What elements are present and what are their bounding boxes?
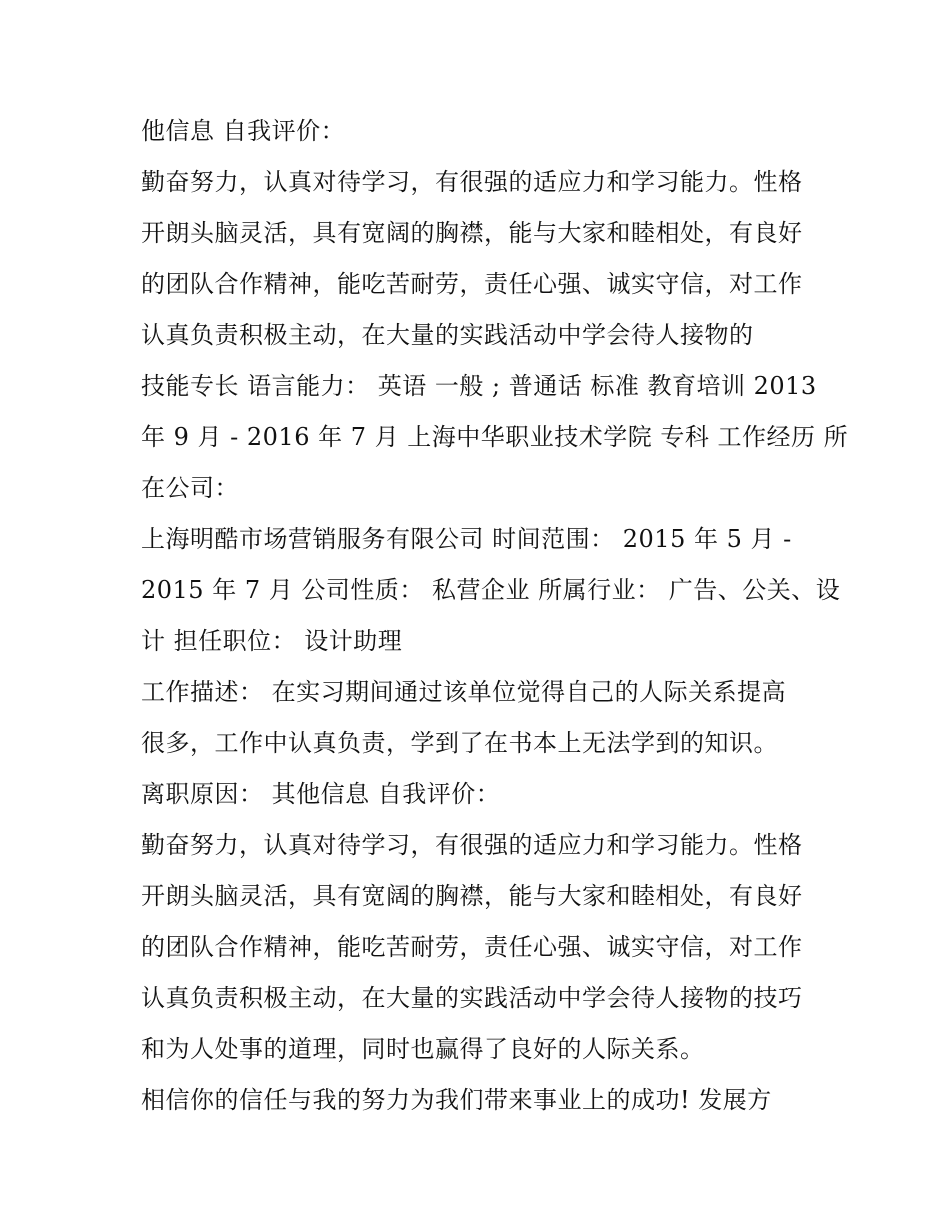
text-line: 认真负责积极主动，在大量的实践活动中学会待人接物的技巧	[141, 984, 803, 1012]
text-line: 开朗头脑灵活，具有宽阔的胸襟，能与大家和睦相处，有良好	[141, 219, 803, 247]
text-line: 2015 年 7 月 公司性质： 私营企业 所属行业： 广告、公关、设	[141, 576, 841, 604]
text-line: 技能专长 语言能力： 英语 一般 ; 普通话 标准 教育培训 2013	[141, 372, 817, 400]
text-line: 在公司：	[141, 474, 239, 502]
text-line: 相信你的信任与我的努力为我们带来事业上的成功! 发展方	[141, 1086, 772, 1114]
text-line: 工作描述： 在实习期间通过该单位觉得自己的人际关系提高	[141, 678, 787, 706]
text-line: 的团队合作精神，能吃苦耐劳，责任心强、诚实守信，对工作	[141, 270, 803, 298]
text-line: 的团队合作精神，能吃苦耐劳，责任心强、诚实守信，对工作	[141, 933, 803, 961]
text-line: 计 担任职位： 设计助理	[141, 627, 403, 655]
text-line: 勤奋努力，认真对待学习，有很强的适应力和学习能力。性格	[141, 831, 803, 859]
text-line: 他信息 自我评价：	[141, 117, 346, 145]
text-line: 年 9 月 - 2016 年 7 月 上海中华职业技术学院 专科 工作经历 所	[141, 423, 849, 451]
resume-text-body	[141, 106, 849, 1126]
text-line: 勤奋努力，认真对待学习，有很强的适应力和学习能力。性格	[141, 168, 803, 196]
text-line: 很多，工作中认真负责，学到了在书本上无法学到的知识。	[141, 729, 778, 757]
text-line: 离职原因： 其他信息 自我评价：	[141, 780, 501, 808]
text-line: 开朗头脑灵活，具有宽阔的胸襟，能与大家和睦相处，有良好	[141, 882, 803, 910]
text-line: 上海明酷市场营销服务有限公司 时间范围： 2015 年 5 月 -	[141, 525, 792, 553]
text-line: 认真负责积极主动，在大量的实践活动中学会待人接物的	[141, 321, 754, 349]
text-line: 和为人处事的道理，同时也赢得了良好的人际关系。	[141, 1035, 705, 1063]
